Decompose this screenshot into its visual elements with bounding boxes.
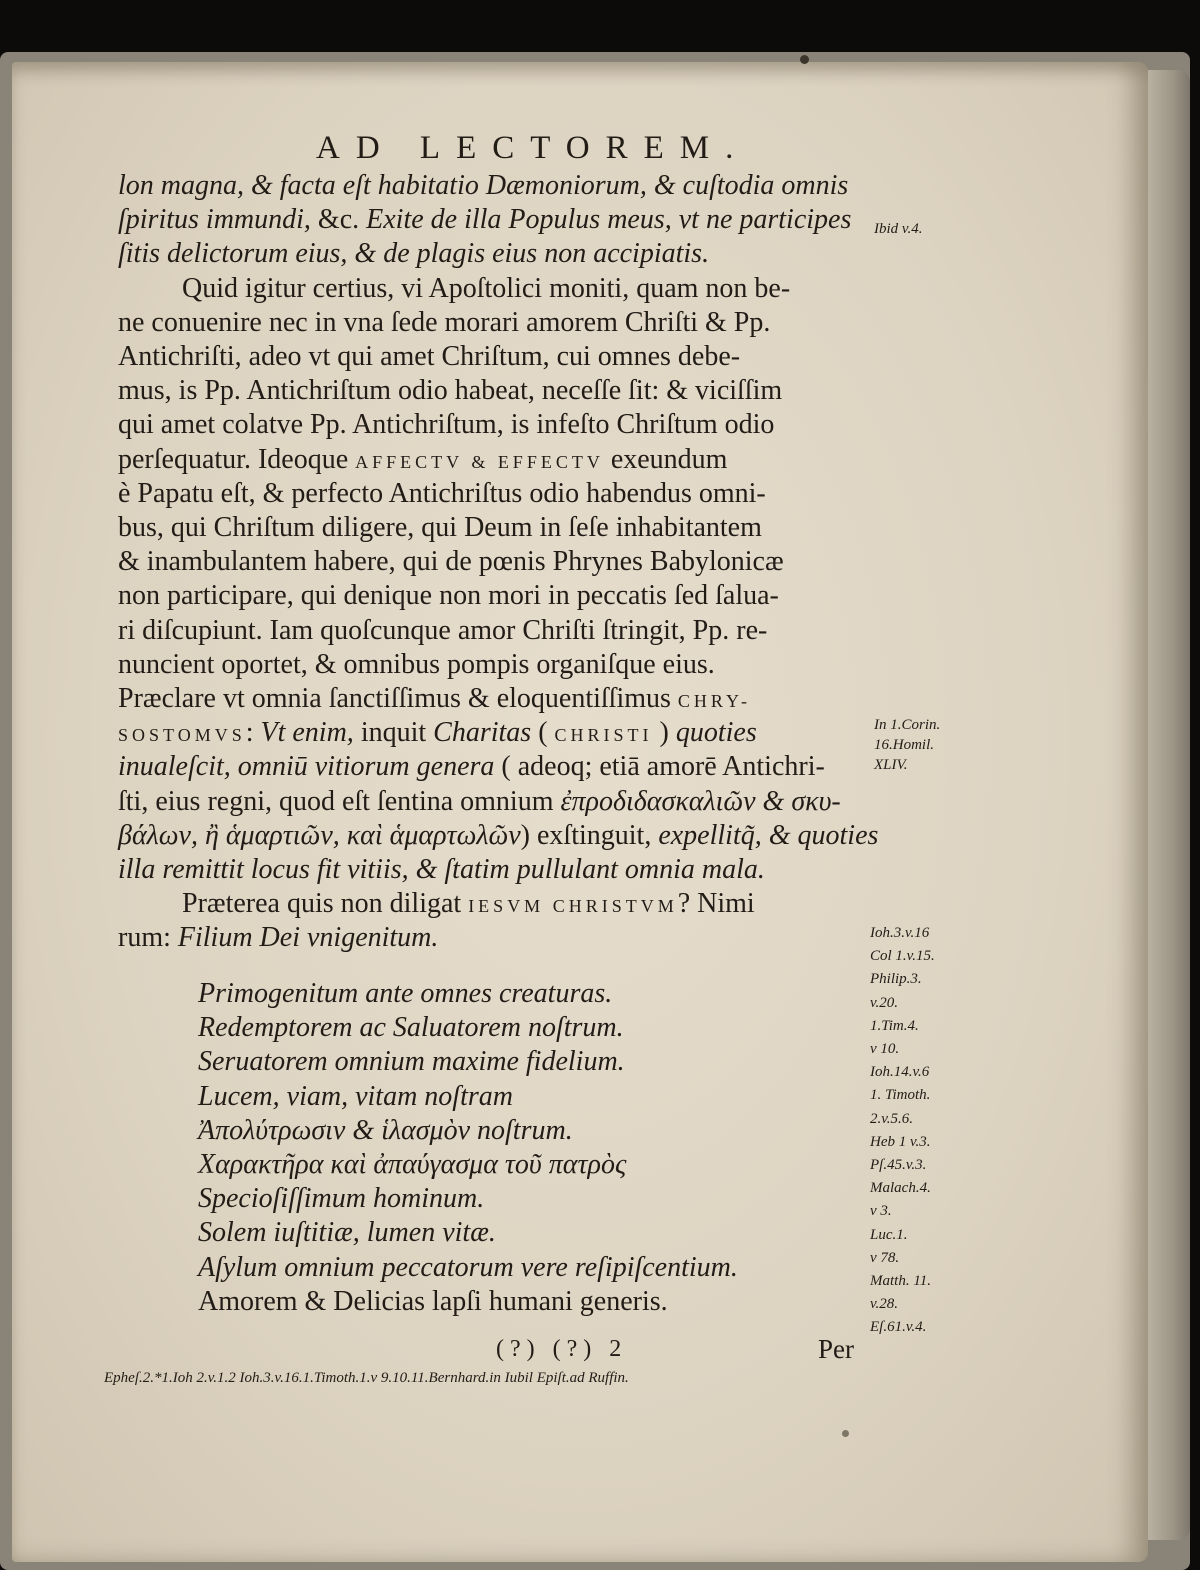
text-line — [182, 888, 755, 922]
list-item: Lucem, viam, vitam noſtram — [198, 1080, 513, 1112]
text-run: & inambulantem habere, qui de pœnis Phrynes Babylonicæ — [118, 546, 784, 578]
text-line — [118, 786, 841, 818]
running-head: AD LECTOREM. — [316, 130, 750, 166]
text-run: AFFECTV & EFFECTV — [355, 451, 604, 472]
text-run: CHRISTI — [554, 725, 653, 746]
list-item: Specioſiſſimum hominum. — [198, 1183, 485, 1215]
text-run: quoties — [675, 717, 757, 749]
margin-note-line: 1.Tim.4. — [870, 1017, 919, 1034]
margin-note-ibid: Ibid v.4. — [874, 221, 923, 237]
text-run: nuncient oportet, & omnibus pompis organiſque eius. — [118, 648, 715, 680]
text-run: : — [245, 717, 261, 749]
text-run: rum: — [118, 922, 178, 954]
list-item: Redemptorem ac Saluatorem noſtrum. — [198, 1012, 624, 1044]
text-line — [118, 717, 757, 751]
text-run: Præclare vt omnia ſanctiſſimus & eloquentiſſimus — [118, 683, 678, 714]
margin-note-line: Matth. 11. — [870, 1273, 931, 1289]
list-item: Seruatorem omnium maxime fidelium. — [198, 1046, 625, 1078]
text-line — [118, 580, 779, 612]
margin-note-line: 2.v.5.6. — [870, 1110, 914, 1127]
text-run: expellitq̃, & quoties — [658, 819, 879, 851]
text-run: illa remittit locus fit vitiis, & ſtatim pullulant omnia mala. — [118, 854, 765, 885]
list-item: Χαρακτῆρα καὶ ἀπαύγασμα τοῦ πατρὸς — [198, 1149, 627, 1180]
margin-note-line: Pſ.45.v.3. — [870, 1157, 927, 1173]
text-line — [118, 683, 751, 717]
text-run: inualeſcit, omniū vitiorum genera — [118, 751, 495, 783]
text-line — [118, 170, 848, 202]
book-fore-edge — [1148, 70, 1190, 1540]
text-line — [118, 512, 762, 544]
list-item: Primogenitum ante omnes creaturas. — [198, 978, 613, 1009]
text-run: non participare, qui denique non mori in peccatis ſed ſalua- — [118, 580, 779, 612]
margin-note-line: Ioh.3.v.16 — [870, 925, 930, 941]
text-run: ne conuenire nec in vna ſede morari amorem Chriſti & Pp. — [118, 306, 771, 338]
margin-note-line: In 1.Corin. — [874, 717, 941, 733]
margin-note-line: Col 1.v.15. — [870, 948, 935, 965]
margin-note-line: 16.Homil. — [874, 737, 934, 753]
margin-note-line: v 78. — [870, 1249, 900, 1266]
text-run: SOSTOMVS — [118, 725, 246, 746]
text-run: ſitis delictorum eius, & de plagis eius non accipiatis. — [118, 238, 710, 270]
margin-note-line: Philip.3. — [870, 971, 922, 988]
text-run: ) — [652, 717, 676, 749]
text-line — [118, 546, 784, 578]
text-line — [118, 649, 715, 681]
list-item: Solem iuſtitiæ, lumen vitæ. — [198, 1217, 496, 1249]
text-run: Charitas — [433, 717, 532, 749]
text-run: lon magna, & facta eſt habitatio Dæmoniorum, & cuſtodia omnis — [118, 170, 849, 201]
margin-note-line: XLIV. — [874, 757, 908, 773]
margin-note-line: 1. Timoth. — [870, 1087, 931, 1104]
margin-note-line: Heb 1 v.3. — [870, 1133, 931, 1150]
text-run: ? Nimi — [677, 888, 755, 920]
text-run: perſequatur. Ideoque — [118, 443, 356, 475]
text-run: Exite de illa Populus meus, vt ne participes — [366, 204, 852, 236]
list-item: Amorem & Delicias lapſi humani generis. — [198, 1285, 668, 1317]
text-run: ἐπροδιδασκαλιῶν & σκυ- — [560, 785, 841, 817]
text-run: IESVM CHRISTVM — [468, 896, 678, 917]
signature-mark: (?) (?) 2 — [496, 1336, 628, 1362]
text-run: CHRY- — [677, 691, 751, 711]
text-line — [118, 751, 825, 783]
text-line — [118, 615, 767, 647]
footnote-references: Epheſ.2.*1.Ioh 2.v.1.2 Ioh.3.v.16.1.Timoth.1.v 9.10.11.Bernhard.in Iubil Epiſt.ad Ruffin. — [104, 1370, 629, 1386]
text-line — [118, 922, 438, 954]
text-run: Quid igitur certius, vi Apoſtolici moniti, quam non be- — [182, 272, 791, 304]
text-run: ( — [531, 717, 555, 749]
text-run: ) exſtinguit, — [520, 819, 659, 851]
margin-note-line: Malach.4. — [870, 1180, 931, 1197]
text-run: βάλων, ἢ ἁμαρτιῶν, καὶ ἁμαρτωλῶν — [118, 819, 521, 851]
text-line — [118, 238, 709, 270]
text-line — [118, 307, 770, 339]
text-line — [118, 820, 878, 852]
text-run: è Papatu eſt, & perfecto Antichriſtus odio habendus omni- — [118, 477, 766, 509]
text-line — [118, 409, 774, 441]
text-line — [118, 341, 740, 373]
text-line — [118, 854, 765, 886]
text-run: &c. — [317, 204, 367, 236]
text-line — [118, 478, 766, 510]
ink-speck — [800, 55, 809, 64]
text-line — [118, 375, 782, 407]
text-line — [118, 444, 727, 478]
text-run: Filium Dei vnigenitum. — [177, 922, 439, 954]
text-run: ( adeoq; etiā amorē Antichri- — [494, 751, 825, 783]
text-run: ſti, eius regni, quod eſt ſentina omnium — [118, 785, 561, 817]
text-line — [182, 273, 790, 305]
text-run: inquit — [353, 717, 434, 749]
list-item: Aſylum omnium peccatorum vere reſipiſcentium. — [198, 1251, 738, 1283]
text-run: Vt enim, — [260, 717, 354, 749]
text-line — [118, 204, 851, 236]
margin-note-line: v.20. — [870, 994, 899, 1011]
margin-note-line: v 3. — [870, 1203, 892, 1220]
margin-note-line: Eſ.61.v.4. — [870, 1319, 927, 1336]
ink-speck — [842, 1430, 849, 1437]
text-run: ri diſcupiunt. Iam quoſcunque amor Chriſti ſtringit, Pp. re- — [118, 614, 768, 646]
margin-note-line: Ioh.14.v.6 — [870, 1064, 930, 1081]
text-run: Præterea quis non diligat — [182, 888, 469, 920]
text-run: bus, qui Chriſtum diligere, qui Deum in ſeſe inhabitantem — [118, 512, 762, 543]
margin-note-line: v.28. — [870, 1296, 899, 1313]
list-item: Ἀπολύτρωσιν & ἱλασμὸν noſtrum. — [198, 1114, 573, 1146]
text-run: mus, is Pp. Antichriſtum odio habeat, neceſſe ſit: & viciſſim — [118, 375, 783, 407]
text-run: qui amet colatve Pp. Antichriſtum, is infeſto Chriſtum odio — [118, 409, 775, 441]
text-run: exeundum — [603, 443, 728, 475]
margin-note-line: Luc.1. — [870, 1226, 908, 1243]
text-run: ſpiritus immundi, — [118, 204, 318, 236]
text-run: Antichriſti, adeo vt qui amet Chriſtum, cui omnes debe- — [118, 341, 741, 372]
catchword: Per — [818, 1334, 854, 1364]
margin-note-line: v 10. — [870, 1041, 900, 1057]
